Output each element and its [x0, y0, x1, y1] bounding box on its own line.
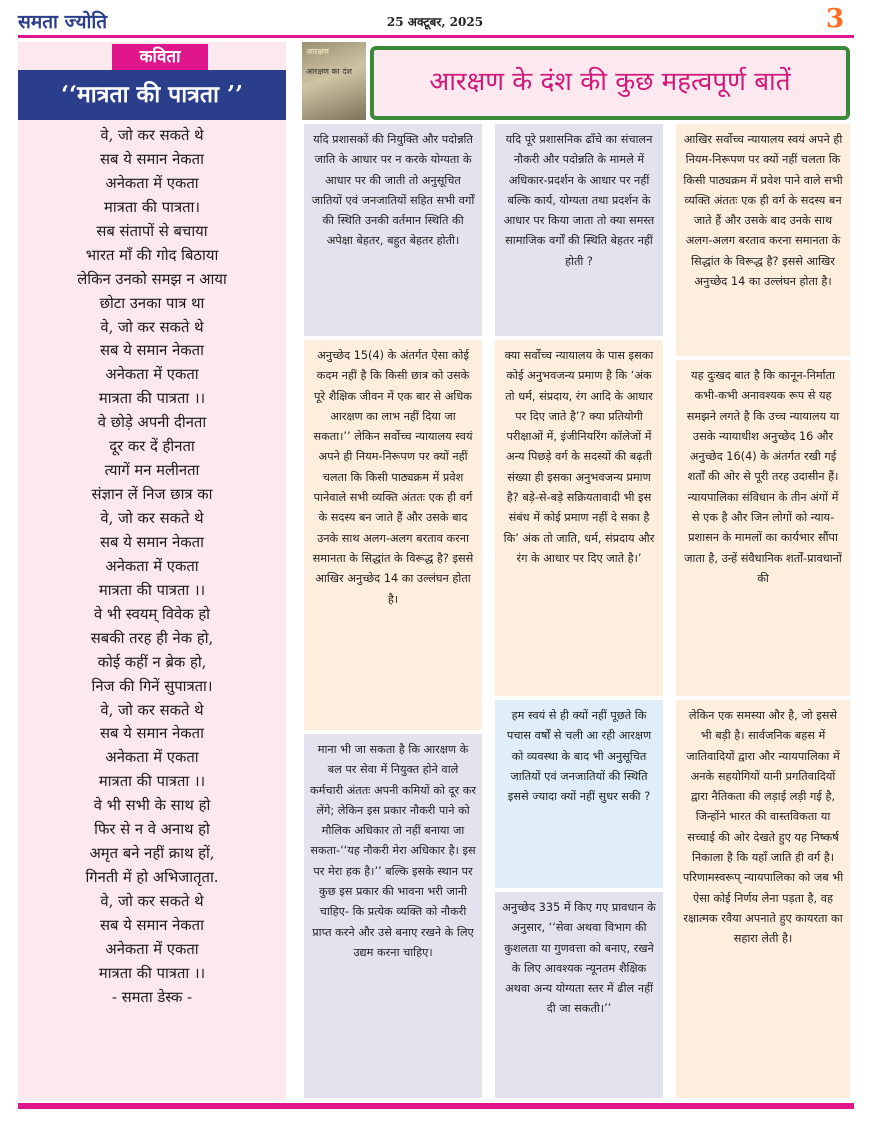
- poem-section-label: कविता: [112, 44, 208, 70]
- poem-line: अनेकता में एकता: [105, 940, 199, 958]
- poem-line: वे, जो कर सकते थे: [100, 893, 204, 910]
- article-box: यदि प्रशासकों की नियुक्ति और पदोन्नति जाति के आधार पर न करके योग्यता के आधार पर की जाती तो अनुसूचित जातियों एवं जनजातियों सहित सभी वर्गों की स्थिति उनकी वर्तमान स्थिति की अपेक्षा बेहतर, बहुत बेहतर होती।: [304, 124, 482, 336]
- page-number: 3: [826, 4, 845, 34]
- article-box: माना भी जा सकता है कि आरक्षण के बल पर सेवा में नियुक्त होने वाले कर्मचारी अंततः अपनी कमियों को दूर कर लेंगे; लेकिन इस प्रकार नौकरी पाने को मौलिक अधिकार तो नहीं बनाया जा सकता-‘‘यह नौकरी मेरा अधिकार है। इस पर मेरा हक है।’’ बल्कि इसके स्थान पर कुछ इस प्रकार की भावना भरी जानी चाहिए- कि प्रत्येक व्यक्ति को नौकरी प्राप्त करने और उसे बनाए रखने के लिए उद्यम करना चाहिए।: [304, 734, 482, 1098]
- article-box: क्या सर्वोच्च न्यायालय के पास इसका कोई अनुभवजन्य प्रमाण है कि ‘अंक तो धर्म, संप्रदाय, रंग आदि के आधार पर दिए जाते है’? क्या प्रतियोगी परीक्षाओं में, इंजीनियरिंग कॉलेजों में अन्य पिछड़े वर्ग के सदस्यों की बढ़ती संख्या ही इसका अनुभवजन्य प्रमाण है? बड़े-से-बड़े सक्रियतावादी भी इस संबंध में कोई प्रमाण नहीं दे सका है कि’ अंक तो जाति, धर्म, संप्रदाय और रंग के आधार पर दिए जाते है।’: [495, 340, 663, 696]
- poem-line: दूर कर दें हीनता: [109, 438, 195, 456]
- poem-line: सब ये समान नेकता: [100, 150, 204, 168]
- article-box: आखिर सर्वोच्च न्यायालय स्वयं अपने ही नियम-निरूपण पर क्यों नहीं चलता कि किसी पाठ्यक्रम में प्रवेश पाने वाले सभी व्यक्ति अंततः एक ही वर्ग के सदस्य बन जाते हैं और उसके बाद उनके साथ अलग-अलग बरताव करना समानता के सिद्धांत के विरूद्ध है? इससे आखिर अनुच्छेद 14 का उल्लंघन होता है।: [676, 124, 850, 356]
- poem-line: - समता डेस्क -: [111, 988, 193, 1006]
- poem-line: वे भी सभी के साथ हो: [93, 797, 211, 815]
- poem-line: निज की गिनें सुपात्रता।: [91, 677, 213, 695]
- book-cover-image: [302, 42, 366, 120]
- poem-line: अनेकता में एकता: [105, 749, 199, 767]
- newspaper-title: समता ज्योति: [18, 11, 108, 33]
- poem-line: सब ये समान नेकता: [100, 725, 204, 743]
- poem-line: वे, जो कर सकते थे: [100, 127, 204, 144]
- poem-line: मात्रता की पात्रता ।।: [98, 581, 206, 599]
- poem-line: छोटा उनका पात्र था: [99, 294, 205, 312]
- footer-divider: [18, 1103, 854, 1109]
- poem-line: सब ये समान नेकता: [100, 342, 204, 360]
- poem-line: वे, जो कर सकते थे: [100, 318, 204, 336]
- poem-line: अमृत बने नहीं क्राथ हों,: [89, 845, 215, 863]
- poem-line: सब ये समान नेकता: [100, 916, 204, 934]
- poem-line: गिनती में हो अभिजातृता.: [85, 869, 219, 887]
- poem-lines: [18, 124, 286, 1010]
- poem-line: लेकिन उनको समझ न आया: [77, 270, 227, 288]
- article-box: लेकिन एक समस्या और है, जो इससे भी बड़ी है। सार्वजनिक बहस में जातिवादियों द्वारा और न्यायपालिका में अनके सहयोगियों यानी प्रगतिवादियों द्वारा नैतिकता की लड़ाई लड़ी गई है, जिन्होंने भारत की वास्तविकता या सच्चाई की ओर देखते हुए यह निष्कर्ष निकाला है कि यहाँ जाति ही वर्ग है। परिणामस्वरूप् न्यायपालिका को जब भी ऐसा कोई निर्णय लेना पड़ता है, वह रक्षात्मक रवैया अपनाते हुए कायरता का सहारा लेती है।: [676, 700, 850, 1098]
- poem-line: भारत माँ की गोद बिठाया: [85, 246, 219, 264]
- poem-line: वे छोड़े अपनी दीनता: [97, 414, 207, 432]
- article-box: हम स्वयं से ही क्यों नहीं पूछते कि पचास वर्षों से चली आ रही आरक्षण को व्यवस्था के बाद भी अनुसूचित जातियों एवं जनजातियों की स्थिति इससे ज्यादा क्यों नहीं सुधर सकी ?: [495, 700, 663, 888]
- poem-line: सबकी तरह ही नेक हो,: [90, 629, 214, 647]
- poem-line: अनेकता में एकता: [105, 557, 199, 575]
- poem-line: मात्रता की पात्रता ।।: [98, 773, 206, 791]
- book-cover-subtitle: आरक्षण का दंश: [306, 67, 352, 76]
- poem-line: सब ये समान नेकता: [100, 533, 204, 551]
- poem-line: त्यागें मन मलीनता: [104, 462, 200, 480]
- poem-line: अनेकता में एकता: [105, 366, 199, 384]
- poem-title: ‘‘मात्रता की पात्रता ’’: [18, 70, 286, 120]
- poem-line: वे, जो कर सकते थे: [100, 701, 204, 719]
- poem-line: सब संतापों से बचाया: [96, 222, 208, 240]
- article-box: यह दुःखद बात है कि कानून-निर्माता कभी-कभी अनावश्यक रूप से यह समझने लगते है कि उच्च न्यायालय या उसके न्यायाधीश अनुच्छेद 16 और अनुच्छेद 16(4) के अंतर्गत रखी गई शर्तों की ओर से पूरी तरह उदासीन हैं। न्यायपालिका संविधान के तीन अंगों में से एक है और जिन लोगों को न्याय-प्रशासन के मामलों का कार्यभार सौंपा जाता है, उन्हें संवैधानिक शर्तों-प्रावधानों की: [676, 360, 850, 696]
- article-box: यदि पूरे प्रशासनिक ढाँचे का संचालन नौकरी और पदोन्नति के मामले में अधिकार-प्रदर्शन के आधार पर नहीं बल्कि कार्य, योग्यता तथा प्रदर्शन के आधार पर किया जाता तो क्या समस्त सामाजिक वर्गों की स्थिति बेहतर नहीं होती ?: [495, 124, 663, 336]
- issue-date: 25 अक्टूबर, 2025: [386, 15, 484, 29]
- article-box: अनुच्छेद 335 में किए गए प्रावधान के अनुसार, ‘‘सेवा अथवा विभाग की कुशलता या गुणवत्ता को बनाए, रखने के लिए आवश्यक न्यूनतम शैक्षिक अथवा अन्य योग्यता स्तर में ढील नहीं दी जा सकती।’’: [495, 892, 663, 1098]
- poem-line: मात्रता की पात्रता ।।: [98, 964, 206, 982]
- poem-line: संज्ञान लें निज छात्र का: [91, 486, 213, 504]
- poem-line: फिर से न वे अनाथ हो: [94, 821, 210, 839]
- poem-line: कोई कहीं न ब्रेक हो,: [97, 653, 207, 671]
- poem-line: मात्रता की पात्रता।: [104, 198, 200, 216]
- poem-line: मात्रता की पात्रता ।।: [98, 390, 206, 408]
- poem-line: अनेकता में एकता: [105, 174, 199, 192]
- poem-line: वे, जो कर सकते थे: [100, 510, 204, 527]
- article-headline: आरक्षण के दंश की कुछ महत्वपूर्ण बातें: [429, 67, 791, 97]
- header-divider: [18, 35, 854, 38]
- book-cover-text: आरक्षण: [306, 47, 329, 56]
- poem-line: वे भी स्वयम् विवेक हो: [93, 605, 211, 623]
- article-box: अनुच्छेद 15(4) के अंतर्गत ऐसा कोई कदम नहीं है कि किसी छात्र को उसके पूरे शैक्षिक जीवन में एक बार से अधिक आरक्षण का लाभ नहीं दिया जा सकता।’’ लेकिन सर्वोच्च न्यायालय स्वयं अपने ही नियम-निरूपण पर क्यों नहीं चलता कि किसी पाठ्यक्रम में प्रवेश पानेवाले सभी व्यक्ति अंततः एक ही वर्ग के सदस्य बन जाते हैं और उसके बाद उनके साथ अलग-अलग बरताव करना समानता के सिद्धांत के विरूद्ध है? इससे आखिर अनुच्छेद 14 का उल्लंघन होता है।: [304, 340, 482, 730]
